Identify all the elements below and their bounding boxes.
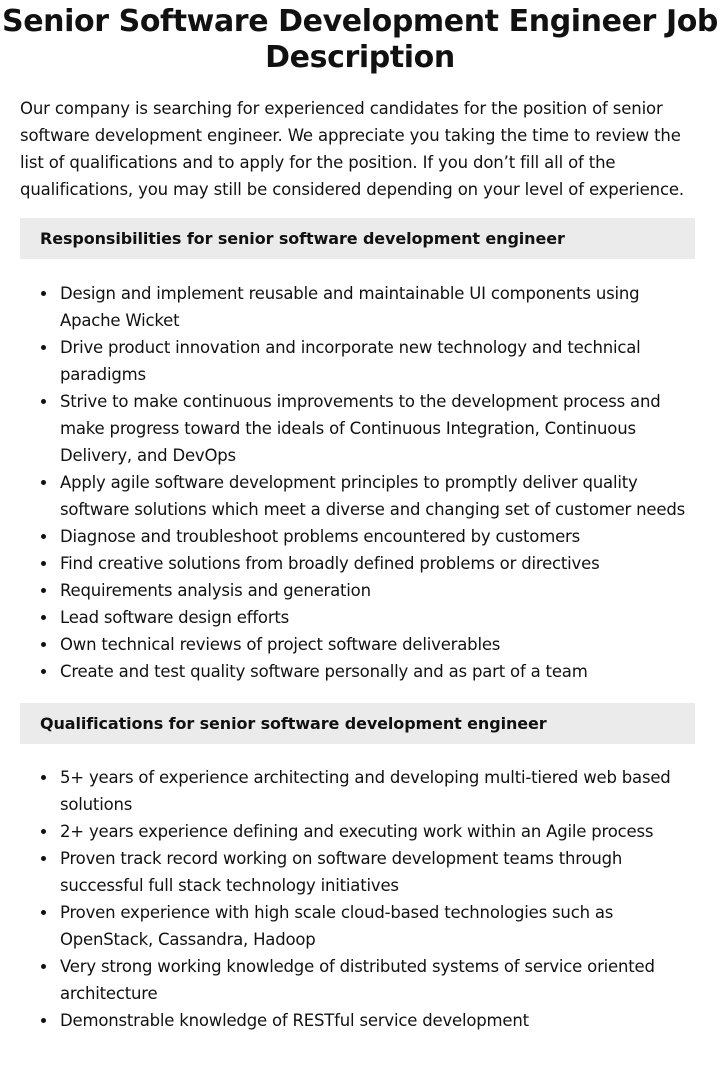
qualification-item bbox=[20, 1007, 695, 1034]
responsibility-item bbox=[20, 469, 695, 523]
responsibility-item bbox=[20, 658, 695, 685]
responsibility-item bbox=[20, 631, 695, 658]
responsibility-item bbox=[20, 550, 695, 577]
qualification-text: 5+ years of experience architecting and developing multi-tiered web based solutions bbox=[60, 768, 671, 814]
qualification-text: Very strong working knowledge of distributed systems of service oriented architecture bbox=[60, 957, 655, 1003]
qualification-item bbox=[20, 845, 695, 899]
intro-paragraph: Our company is searching for experienced candidates for the position of senior software development engineer. We appreciate you taking the time to review the list of qualifications and to apply for the position. If you don’t fill all of the qualifications, you may still be considered depending on your level of experience. bbox=[20, 99, 684, 199]
responsibilities-heading: Responsibilities for senior software development engineer bbox=[20, 218, 695, 259]
responsibility-text: Drive product innovation and incorporate new technology and technical paradigms bbox=[60, 338, 641, 384]
bullet-icon bbox=[41, 669, 46, 674]
qualification-text: Demonstrable knowledge of RESTful service development bbox=[60, 1011, 529, 1030]
bullet-icon bbox=[41, 480, 46, 485]
bullet-icon bbox=[41, 642, 46, 647]
responsibility-text: Apply agile software development principles to promptly deliver quality software solutions which meet a diverse and changing set of customer needs bbox=[60, 473, 685, 519]
bullet-icon bbox=[41, 829, 46, 834]
bullet-icon bbox=[41, 964, 46, 969]
bullet-icon bbox=[41, 399, 46, 404]
bullet-icon bbox=[41, 1018, 46, 1023]
responsibility-text: Own technical reviews of project software deliverables bbox=[60, 635, 501, 654]
bullet-icon bbox=[41, 910, 46, 915]
bullet-icon bbox=[41, 775, 46, 780]
qualifications-list bbox=[20, 764, 695, 1034]
bullet-icon bbox=[41, 561, 46, 566]
responsibility-text: Diagnose and troubleshoot problems encountered by customers bbox=[60, 527, 581, 546]
responsibility-text: Lead software design efforts bbox=[60, 608, 290, 627]
responsibility-item bbox=[20, 334, 695, 388]
responsibility-item bbox=[20, 523, 695, 550]
qualification-item bbox=[20, 899, 695, 953]
qualification-text: Proven track record working on software development teams through successful full stack technology initiatives bbox=[60, 849, 623, 895]
qualification-item bbox=[20, 953, 695, 1007]
qualification-text: Proven experience with high scale cloud-based technologies such as OpenStack, Cassandra, Hadoop bbox=[60, 903, 614, 949]
qualification-text: 2+ years experience defining and executing work within an Agile process bbox=[60, 822, 654, 841]
responsibility-item bbox=[20, 388, 695, 469]
responsibility-item bbox=[20, 577, 695, 604]
bullet-icon bbox=[41, 534, 46, 539]
responsibility-text: Requirements analysis and generation bbox=[60, 581, 371, 600]
qualification-item bbox=[20, 764, 695, 818]
bullet-icon bbox=[41, 615, 46, 620]
qualifications-heading: Qualifications for senior software development engineer bbox=[20, 703, 695, 744]
qualification-item bbox=[20, 818, 695, 845]
responsibility-text: Strive to make continuous improvements to the development process and make progress toward the ideals of Continuous Integration, Continuous Delivery, and DevOps bbox=[60, 392, 661, 465]
responsibilities-list bbox=[20, 280, 695, 685]
responsibility-item bbox=[20, 280, 695, 334]
bullet-icon bbox=[41, 588, 46, 593]
bullet-icon bbox=[41, 291, 46, 296]
responsibility-text: Create and test quality software personally and as part of a team bbox=[60, 662, 588, 681]
page-title: Senior Software Development Engineer Job Description bbox=[1, 4, 718, 75]
responsibility-item bbox=[20, 604, 695, 631]
responsibility-text: Design and implement reusable and maintainable UI components using Apache Wicket bbox=[60, 284, 640, 330]
bullet-icon bbox=[41, 345, 46, 350]
responsibility-text: Find creative solutions from broadly defined problems or directives bbox=[60, 554, 600, 573]
bullet-icon bbox=[41, 856, 46, 861]
